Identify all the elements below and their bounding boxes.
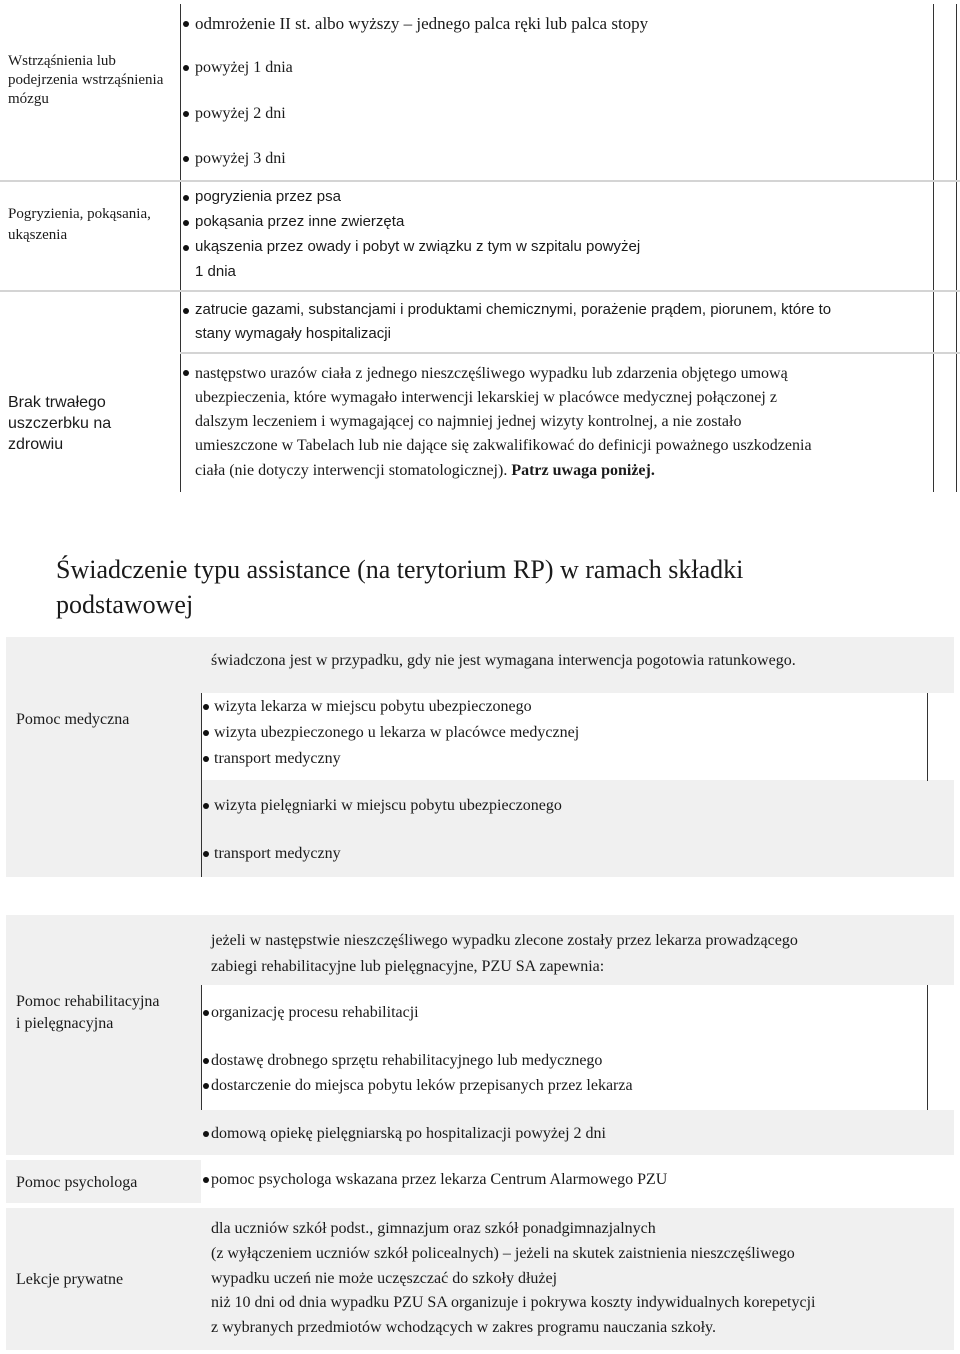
list-item-continued: dalszym leczeniem i wymagającej co najmniej jednej wizyty kontrolnej, a nie zostało: [195, 413, 742, 430]
label-cell-bg: [6, 637, 201, 877]
list-item: zatrucie gazami, substancjami i produktami chemicznymi, porażenie prądem, piorunem, które to: [195, 301, 832, 318]
list-item: pokąsania przez inne zwierzęta: [195, 213, 405, 230]
list-item: domową opiekę pielęgniarską po hospitalizacji powyżej 2 dni: [211, 1125, 606, 1142]
label-cell-bg: [6, 915, 201, 1155]
bullet-icon: [203, 803, 209, 809]
bullet-icon: [183, 156, 189, 162]
medical-intro: świadczona jest w przypadku, gdy nie jest wymagana interwencja pogotowia ratunkowego.: [211, 652, 796, 669]
list-item: pomoc psychologa wskazana przez lekarza Centrum Alarmowego PZU: [211, 1171, 668, 1188]
list-item: wizyta ubezpieczonego u lekarza w placówce medycznej: [214, 724, 580, 741]
list-item-continued: 1 dnia: [195, 263, 236, 280]
note-reference: Patrz uwaga poniżej.: [511, 462, 655, 479]
list-item-continued: stany wymagały hospitalizacji: [195, 325, 391, 342]
list-item: dostarczenie do miejsca pobytu leków przepisanych przez lekarza: [211, 1077, 633, 1094]
list-item-continued: ubezpieczenia, które wymagało interwencji lekarskiej w placówce medycznej połączonej z: [195, 389, 777, 406]
lessons-text-line: z wybranych przedmiotów wchodzących w zakres programu nauczania szkoły.: [211, 1319, 716, 1336]
lessons-text-line: niż 10 dni od dnia wypadku PZU SA organizuje i pokrywa koszty indywidualnych korepetycji: [211, 1294, 816, 1311]
section-title: Świadczenie typu assistance (na terytorium RP) w ramach składki: [56, 555, 744, 584]
list-item: powyżej 2 dni: [195, 105, 286, 122]
list-item: transport medyczny: [214, 845, 341, 862]
list-item-continued: umieszczone w Tabelach lub nie dające się zakwalifikować do definicji poważnego uszkodzenia: [195, 437, 812, 454]
list-item: dostawę drobnego sprzętu rehabilitacyjnego lub medycznego: [211, 1052, 603, 1069]
lessons-text-line: wypadku uczeń nie może uczęszczać do szkoły dłużej: [211, 1270, 558, 1287]
list-item: wizyta pielęgniarki w miejscu pobytu ubezpieczonego: [214, 797, 562, 814]
bullet-icon: [183, 111, 189, 117]
bullet-icon: [183, 195, 189, 201]
bullet-icon: [203, 730, 209, 736]
list-item: powyżej 3 dni: [195, 150, 286, 167]
row-label-bites: Pogryzienia, pokąsania, ukąszenia: [8, 206, 151, 243]
list-item-continued: [195, 460, 655, 482]
list-item: wizyta lekarza w miejscu pobytu ubezpieczonego: [214, 698, 532, 715]
row-label-psychologist: Pomoc psychologa: [16, 1174, 138, 1191]
bullet-icon: [183, 220, 189, 226]
bullet-icon: [203, 1083, 209, 1089]
row-divider: [180, 352, 960, 354]
rehab-intro: jeżeli w następstwie nieszczęśliwego wypadku zlecone zostały przez lekarza prowadzącego: [211, 932, 798, 949]
cell-border: [201, 985, 202, 1110]
table-border: [180, 4, 181, 492]
bullet-icon: [183, 65, 189, 71]
cell-border: [201, 693, 202, 877]
bullet-icon: [203, 704, 209, 710]
table-border: [933, 4, 934, 492]
bullet-icon: [203, 851, 209, 857]
lessons-text-line: (z wyłączeniem uczniów szkół policealnych) – jeżeli na skutek zaistnienia nieszczęśliwego: [211, 1245, 795, 1262]
table-border: [956, 4, 957, 492]
bullet-icon: [203, 1177, 209, 1183]
list-item-text: ciała (nie dotyczy interwencji stomatologicznej).: [195, 462, 512, 479]
row-label-medical: Pomoc medyczna: [16, 711, 130, 728]
row-label-no-permanent-damage: Brak trwałego uszczerbku na zdrowiu: [8, 394, 112, 453]
row-label-concussion: Wstrząśnienia lub podejrzenia wstrząśnienia mózgu: [8, 53, 164, 107]
bullet-icon: [183, 308, 189, 314]
list-item: pogryzienia przez psa: [195, 188, 341, 205]
list-item: ukąszenia przez owady i pobyt w związku z tym w szpitalu powyżej: [195, 238, 641, 255]
bullet-icon: [203, 1010, 209, 1016]
lessons-text-line: dla uczniów szkół podst., gimnazjum oraz szkół ponadgimnazjalnych: [211, 1220, 656, 1237]
row-label-rehab: Pomoc rehabilitacyjna i pielęgnacyjna: [16, 993, 160, 1032]
bullet-icon: [203, 1131, 209, 1137]
cell-border: [927, 985, 928, 1110]
bullet-icon: [183, 370, 189, 376]
list-item: odmrożenie II st. albo wyższy – jednego palca ręki lub palca stopy: [195, 14, 649, 33]
row-label-private-lessons: Lekcje prywatne: [16, 1271, 124, 1288]
row-divider: [0, 180, 960, 182]
list-item: transport medyczny: [214, 750, 341, 767]
rehab-intro-continued: zabiegi rehabilitacyjne lub pielęgnacyjne, PZU SA zapewnia:: [211, 958, 605, 975]
list-item: powyżej 1 dnia: [195, 59, 293, 76]
list-item: następstwo urazów ciała z jednego nieszczęśliwego wypadku lub zdarzenia objętego umową: [195, 365, 788, 382]
cell-border: [927, 693, 928, 781]
bullet-icon: [203, 1058, 209, 1064]
list-item: organizację procesu rehabilitacji: [211, 1004, 419, 1021]
bullet-icon: [183, 245, 189, 251]
section-title-continued: podstawowej: [56, 590, 194, 619]
bullet-icon: [183, 21, 189, 27]
bullet-icon: [203, 756, 209, 762]
row-divider: [0, 290, 960, 292]
